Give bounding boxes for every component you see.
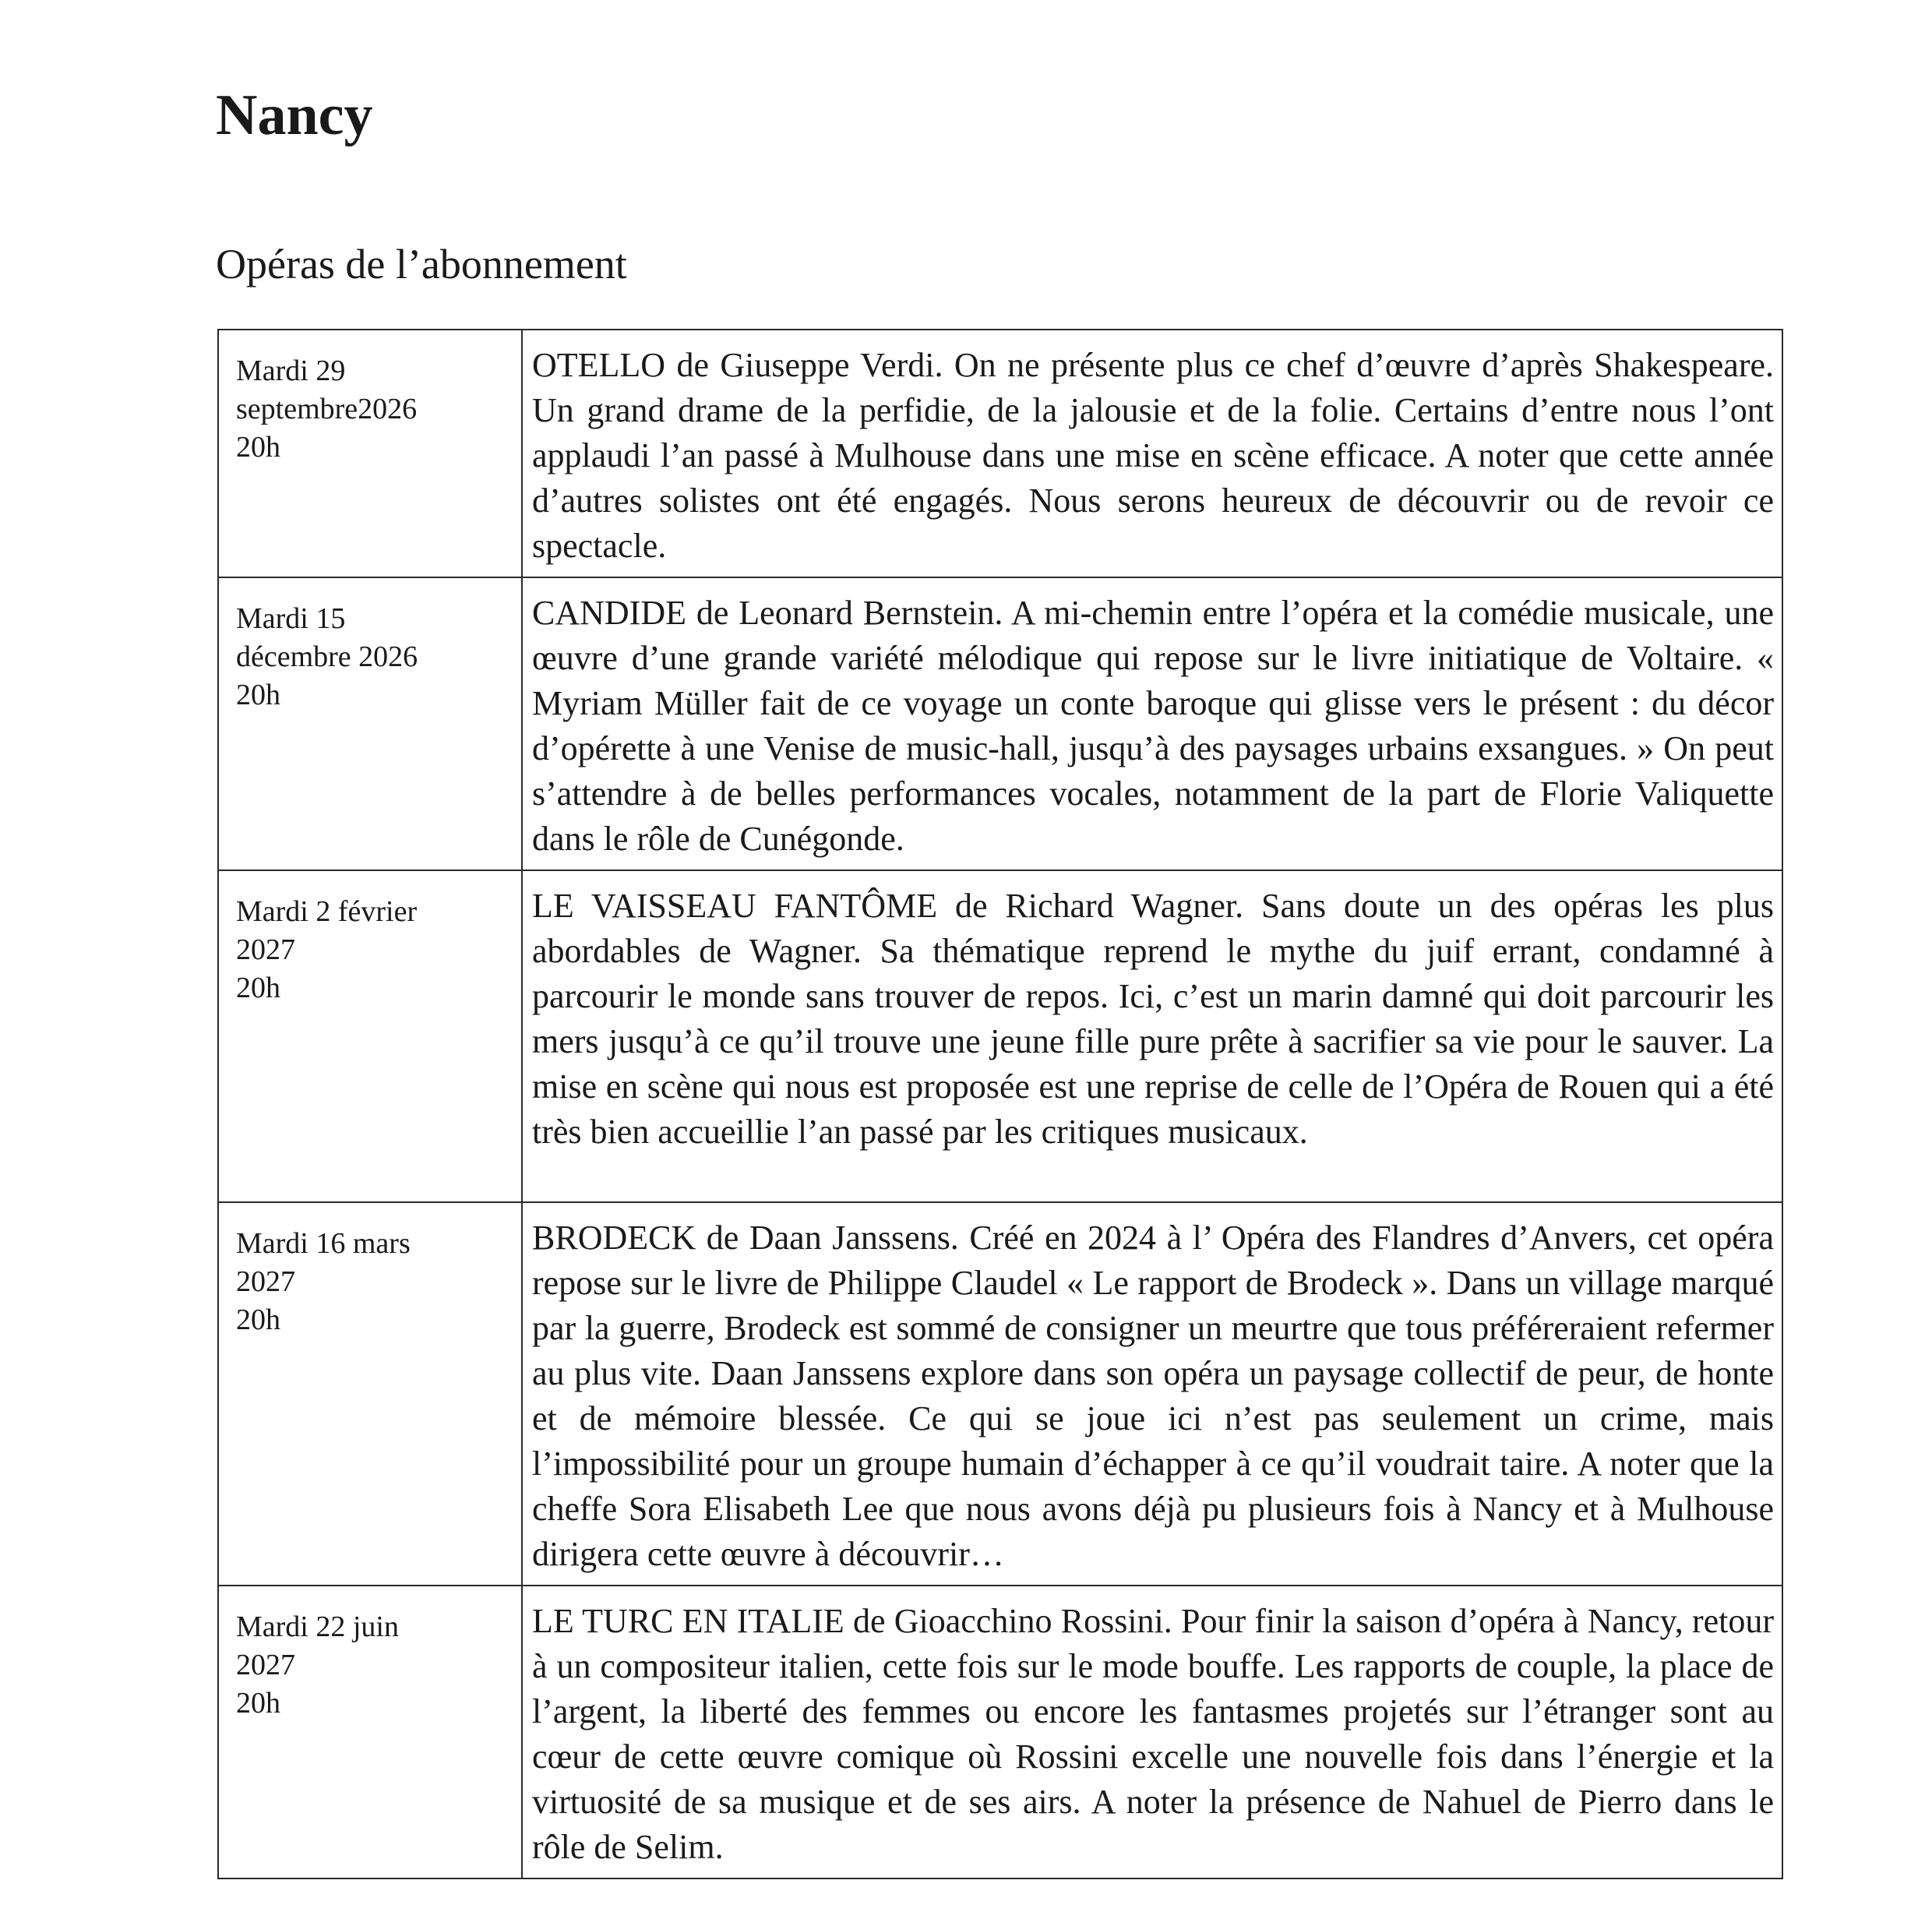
date-day: Mardi 15 bbox=[236, 602, 346, 635]
date-month-year: 2027 bbox=[236, 933, 295, 966]
date-day: Mardi 29 bbox=[236, 355, 346, 387]
description-cell: OTELLO de Giuseppe Verdi. On ne présente plus ce chef d’œuvre d’après Shakespeare. Un grand drame de la perfidie, de la jalousie et de la folie. Certains d’entre nous l’ont applaudi l’an passé à Mulhouse dans une mise en scène efficace. A noter que cette année d’autres solistes ont été engagés. Nous serons heureux de découvrir ou de revoir ce spectacle. bbox=[522, 330, 1782, 577]
date-time: 20h bbox=[236, 1303, 280, 1336]
date-month-year: décembre 2026 bbox=[236, 640, 418, 673]
date-cell bbox=[218, 577, 522, 870]
description-cell: BRODECK de Daan Janssens. Créé en 2024 à l’ Opéra des Flandres d’Anvers, cet opéra repose sur le livre de Philippe Claudel « Le rapport de Brodeck ». Dans un village marqué par la guerre, Brodeck est sommé de consigner un meurtre que tous préféreraient refermer au plus vite. Daan Janssens explore dans son opéra un paysage collectif de peur, de honte et de mémoire blessée. Ce qui se joue ici n’est pas seulement un crime, mais l’impossibilité pour un groupe humain d’échapper à ce qu’il voudrait taire. A noter que la cheffe Sora Elisabeth Lee que nous avons déjà pu plusieurs fois à Nancy et à Mulhouse dirigera cette œuvre à découvrir… bbox=[522, 1202, 1782, 1586]
date-day: Mardi 16 mars bbox=[236, 1227, 411, 1260]
date-cell bbox=[218, 1202, 522, 1586]
table-row bbox=[218, 1586, 1782, 1878]
opera-schedule-table bbox=[217, 329, 1783, 1879]
description-cell: LE VAISSEAU FANTÔME de Richard Wagner. Sans doute un des opéras les plus abordables de Wagner. Sa thématique reprend le mythe du juif errant, condamné à parcourir le monde sans trouver de repos. Ici, c’est un marin damné qui doit parcourir les mers jusqu’à ce qu’il trouve une jeune fille pure prête à sacrifier sa vie pour le sauver. La mise en scène qui nous est proposée est une reprise de celle de l’Opéra de Rouen qui a été très bien accueillie l’an passé par les critiques musicaux. bbox=[522, 870, 1782, 1202]
date-time: 20h bbox=[236, 679, 280, 711]
date-month-year: 2027 bbox=[236, 1649, 295, 1681]
description-cell: CANDIDE de Leonard Bernstein. A mi-chemin entre l’opéra et la comédie musicale, une œuvre d’une grande variété mélodique qui repose sur le livre initiatique de Voltaire. « Myriam Müller fait de ce voyage un conte baroque qui glisse vers le présent : du décor d’opérette à une Venise de music-hall, jusqu’à des paysages urbains exsangues. » On peut s’attendre à de belles performances vocales, notamment de la part de Florie Valiquette dans le rôle de Cunégonde. bbox=[522, 577, 1782, 870]
table-row bbox=[218, 870, 1782, 1202]
table-row bbox=[218, 1202, 1782, 1586]
description-cell: LE TURC EN ITALIE de Gioacchino Rossini. Pour finir la saison d’opéra à Nancy, retour à un compositeur italien, cette fois sur le mode bouffe. Les rapports de couple, la place de l’argent, la liberté des femmes ou encore les fantasmes projetés sur l’étranger sont au cœur de cette œuvre comique où Rossini excelle une nouvelle fois dans l’énergie et la virtuosité de sa musique et de ses airs. A noter la présence de Nahuel de Pierro dans le rôle de Selim. bbox=[522, 1586, 1782, 1878]
date-day: Mardi 22 juin bbox=[236, 1610, 399, 1643]
page-title: Nancy bbox=[216, 83, 373, 147]
date-month-year: 2027 bbox=[236, 1265, 295, 1298]
date-time: 20h bbox=[236, 972, 280, 1004]
date-cell bbox=[218, 330, 522, 577]
date-cell bbox=[218, 1586, 522, 1878]
date-day: Mardi 2 février bbox=[236, 895, 418, 928]
date-cell bbox=[218, 870, 522, 1202]
table-row bbox=[218, 330, 1782, 577]
date-time: 20h bbox=[236, 1687, 280, 1720]
date-time: 20h bbox=[236, 431, 280, 464]
date-month-year: septembre2026 bbox=[236, 393, 418, 425]
table-row bbox=[218, 577, 1782, 870]
section-title: Opéras de l’abonnement bbox=[216, 241, 627, 288]
